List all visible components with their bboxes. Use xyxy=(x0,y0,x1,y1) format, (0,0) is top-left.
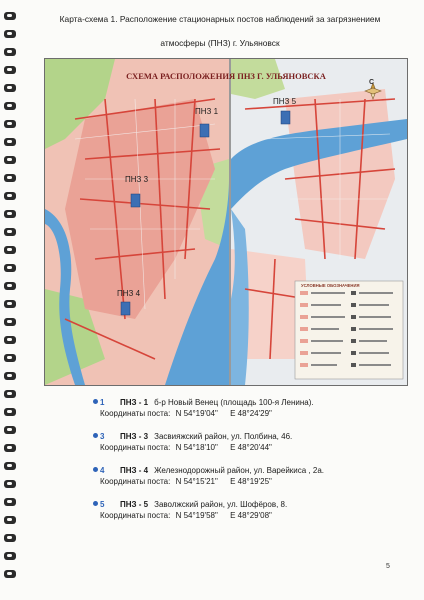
map-legend-title: УСЛОВНЫЕ ОБОЗНАЧЕНИЯ xyxy=(301,283,360,288)
map-caption-line2: атмосферы (ПНЗ) г. Ульяновск xyxy=(160,38,280,48)
coord-n: N 54°15'21" xyxy=(175,477,218,486)
coord-n: N 54°19'58" xyxy=(175,511,218,520)
north-label: С xyxy=(369,79,375,86)
post-entry-4 xyxy=(100,465,400,487)
post-number: 5 xyxy=(100,500,105,509)
post-entry-1 xyxy=(100,397,400,419)
label-pnz1: ПНЗ 1 xyxy=(195,107,219,116)
coord-n: N 54°19'04" xyxy=(175,409,218,418)
post-entry-5 xyxy=(100,499,400,521)
bullet-icon xyxy=(93,433,98,438)
coord-e: E 48°29'08" xyxy=(230,511,272,520)
coord-e: E 48°24'29" xyxy=(230,409,272,418)
coord-n: N 54°18'10" xyxy=(175,443,218,452)
bullet-icon xyxy=(93,467,98,472)
page-number: 5 xyxy=(386,563,390,570)
label-pnz3: ПНЗ 3 xyxy=(125,175,149,184)
bullet-icon xyxy=(93,399,98,404)
post-address: Железнодорожный район, ул. Варейкиса , 2а. xyxy=(154,466,324,475)
coords-label: Координаты поста: xyxy=(100,409,171,418)
post-id: ПНЗ - 1 xyxy=(120,398,149,407)
coords-label: Координаты поста: xyxy=(100,477,171,486)
post-number: 1 xyxy=(100,398,105,407)
post-address: б-р Новый Венец (площадь 100-я Ленина). xyxy=(154,398,314,407)
post-number: 4 xyxy=(100,466,105,475)
label-pnz5: ПНЗ 5 xyxy=(273,97,297,106)
post-id: ПНЗ - 4 xyxy=(120,466,149,475)
posts-list xyxy=(100,397,400,533)
coords-label: Координаты поста: xyxy=(100,443,171,452)
bullet-icon xyxy=(93,501,98,506)
city-map xyxy=(44,58,408,386)
spiral-binding xyxy=(0,0,22,600)
post-id: ПНЗ - 3 xyxy=(120,432,149,441)
coord-e: E 48°19'25" xyxy=(230,477,272,486)
map-caption-line1: Карта-схема 1. Расположение стационарных постов наблюдений за загрязнением xyxy=(59,14,381,24)
label-pnz4: ПНЗ 4 xyxy=(117,289,141,298)
coords-label: Координаты поста: xyxy=(100,511,171,520)
post-number: 3 xyxy=(100,432,105,441)
post-address: Заволжский район, ул. Шофёров, 8. xyxy=(154,500,288,509)
coord-e: E 48°20'44" xyxy=(230,443,272,452)
post-id: ПНЗ - 5 xyxy=(120,500,149,509)
post-entry-3 xyxy=(100,431,400,453)
map-title: СХЕМА РАСПОЛОЖЕНИЯ ПНЗ Г. УЛЬЯНОВСКА xyxy=(126,71,326,81)
post-address: Засвияжский район, ул. Полбина, 46. xyxy=(154,432,293,441)
